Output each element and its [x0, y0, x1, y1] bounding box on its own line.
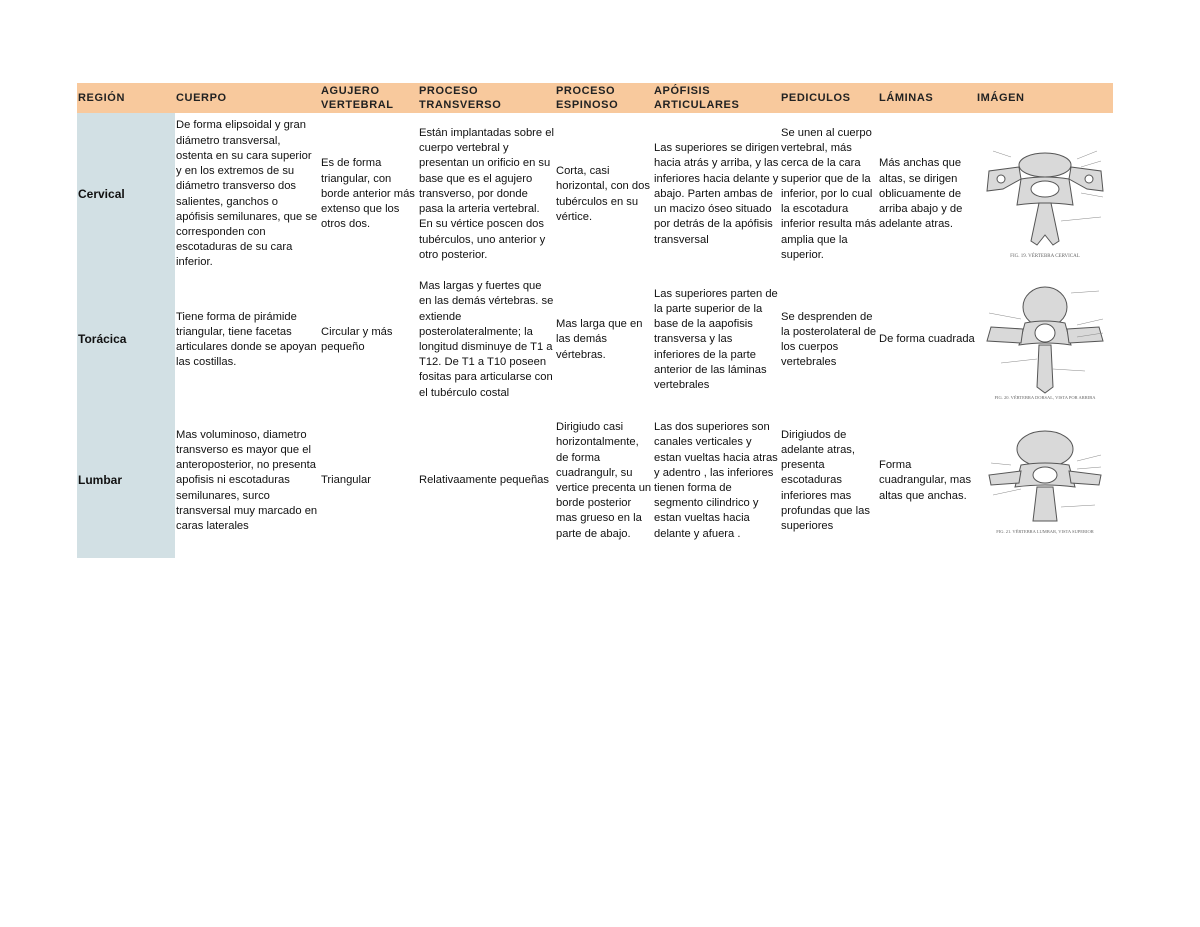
vertebrae-comparison-sheet: [77, 83, 1113, 558]
table-row-toracica: [77, 276, 1113, 404]
header-row: [77, 83, 1113, 113]
header-laminas: LÁMINAS: [878, 83, 976, 113]
header-pediculos: PEDICULOS: [780, 83, 878, 113]
header-cuerpo: CUERPO: [175, 83, 320, 113]
transverso-cell: Están implantadas sobre el cuerpo vertebral y presentan un orificio en su base que es el agujero transverso, por donde pasa la arteria vertebral. En su vértice poscen dos tubérculos, uno anterior y otro posterior.: [419, 127, 554, 261]
agujero-cell: Circular y más pequeño: [321, 325, 393, 353]
header-imagen: IMÁGEN: [976, 83, 1113, 113]
table-row-cervical: [77, 113, 1113, 276]
header-proceso-espinoso: PROCESO ESPINOSO: [555, 83, 653, 113]
vertebrae-table: [77, 83, 1113, 558]
pediculos-cell: Se unen al cuerpo vertebral, más cerca de la cara superior que de la inferior, por lo cual la escotadura inferior resulta más amplia que la superior.: [781, 127, 877, 261]
espinoso-cell: Mas larga que en las demás vértebras.: [556, 318, 643, 361]
thoracic-vertebra-illustration-icon: [981, 279, 1109, 401]
articulares-cell: Las superiores parten de la parte superior de la base de la aapofisis transversa y las inferiores de la parte anterior de las láminas vertebrales: [654, 287, 778, 391]
cuerpo-cell: De forma elipsoidal y gran diámetro transversal, ostenta en su cara superior y en los extremos de su diámetro transverso dos salientes, ganchos o apófisis semilunares, que se corresponden con escotaduras de su cara inferior.: [176, 119, 318, 269]
table-row-lumbar: [77, 404, 1113, 558]
pediculos-cell: Se desprenden de la posterolateral de los cuerpos vertebrales: [781, 310, 877, 369]
laminas-cell: Forma cuadrangular, mas altas que anchas.: [879, 459, 972, 502]
cuerpo-cell: Tiene forma de pirámide triangular, tiene facetas articulares donde se apoyan las costillas.: [176, 310, 317, 369]
transverso-cell: Relativaamente pequeñas: [419, 474, 549, 487]
image-cell: [976, 276, 1113, 404]
region-cell: Lumbar: [77, 404, 175, 558]
image-cell: [976, 113, 1113, 276]
cervical-image-caption: FIG. 19. VÉRTEBRA CERVICAL: [1009, 253, 1080, 259]
region-cell: Cervical: [77, 113, 175, 276]
laminas-cell: Más anchas que altas, se dirigen oblicuamente de arriba abajo y de adelante atras.: [879, 157, 963, 231]
image-cell: [976, 404, 1113, 558]
agujero-cell: Triangular: [321, 474, 371, 487]
cervical-vertebra-illustration-icon: [981, 131, 1109, 259]
articulares-cell: Las superiores se dirigen hacia atrás y arriba, y las inferiores hacia delante y abajo. Parten ambas de un macizo óseo situado por detrás de la apófisis transversal: [654, 142, 779, 246]
header-agujero-vertebral: AGUJERO VERTEBRAL: [320, 83, 418, 113]
espinoso-cell: Corta, casi horizontal, con dos tubérculos en su vértice.: [556, 165, 650, 223]
header-apofisis-articulares: APÓFISIS ARTICULARES: [653, 83, 780, 113]
cuerpo-cell: Mas voluminoso, diametro transverso es mayor que el anteroposterior, no presenta apofisis ni escotaduras semilunares, surco transversal muy marcado en caras laterales: [176, 428, 318, 532]
header-proceso-transverso: PROCESO TRANSVERSO: [418, 83, 555, 113]
articulares-cell: Las dos superiores son canales verticales y estan vueltas hacia atras y adentro , las inferiores tienen forma de segmento cilindrico y estan vueltas hacia delante y afuera .: [654, 421, 778, 540]
lumbar-image-caption: FIG. 21. VÉRTEBRA LUMBAR, VISTA SUPERIOR: [995, 529, 1094, 534]
region-cell: Torácica: [77, 276, 175, 404]
header-region: REGIÓN: [77, 83, 175, 113]
transverso-cell: Mas largas y fuertes que en las demás vértebras. se extiende posterolateralmente; la longitud disminuye de T1 a T12. De T1 a T10 poseen fositas para articularse con el tubérculo costal: [419, 280, 554, 399]
pediculos-cell: Dirigiudos de adelante atras, presenta escotaduras inferiores mas profundas que las superiores: [781, 428, 870, 532]
laminas-cell: De forma cuadrada: [879, 333, 975, 346]
lumbar-vertebra-illustration-icon: [981, 425, 1109, 537]
espinoso-cell: Dirigiudo casi horizontalmente, de forma cuadrangulr, su vertice precenta un borde posterior mas grueso en la parte de abajo.: [556, 421, 652, 540]
thoracic-image-caption: FIG. 20. VÉRTEBRA DORSAL, VISTA POR ARRIBA: [993, 395, 1096, 400]
agujero-cell: Es de forma triangular, con borde anterior más extenso que los otros dos.: [321, 157, 415, 231]
